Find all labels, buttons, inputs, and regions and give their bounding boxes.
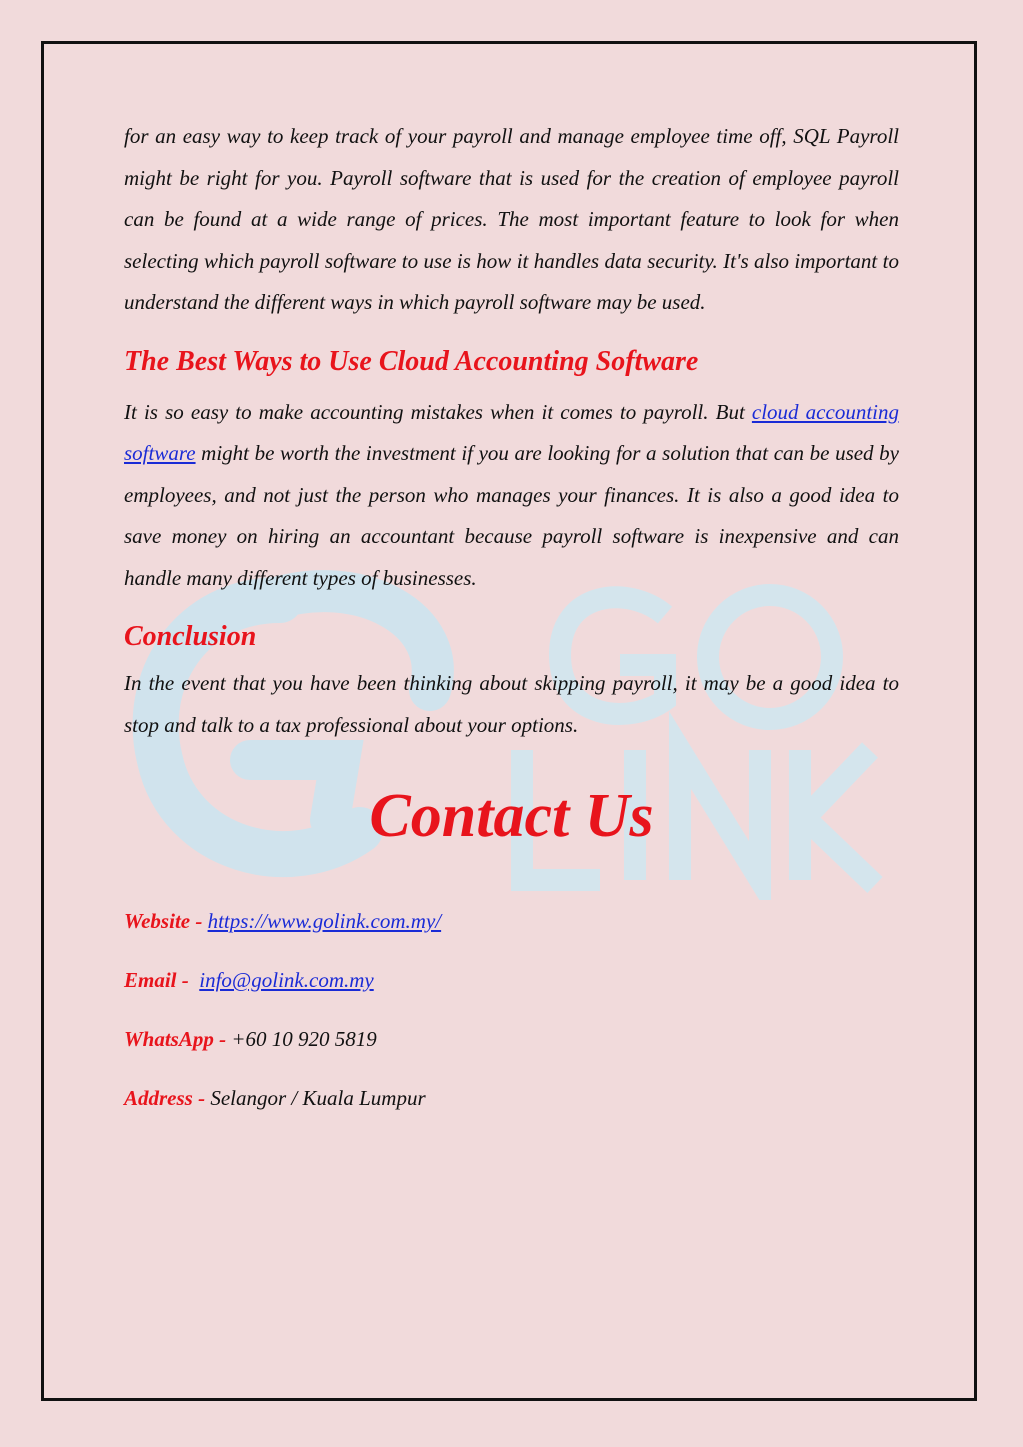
- whatsapp-number: +60 10 920 5819: [231, 1027, 377, 1051]
- whatsapp-label: WhatsApp -: [124, 1027, 232, 1051]
- address-label: Address -: [124, 1086, 211, 1110]
- best-ways-paragraph: [124, 392, 899, 600]
- website-label: Website -: [124, 909, 208, 933]
- contact-us-title: Contact Us: [369, 782, 654, 850]
- contact-row-address: [124, 1083, 899, 1142]
- email-link[interactable]: info@golink.com.my: [199, 968, 374, 992]
- contact-row-website: [124, 906, 899, 965]
- main-content: [124, 116, 899, 1142]
- intro-paragraph: for an easy way to keep track of your payroll and manage employee time off, SQL Payroll might be right for you. Payroll software that is used for the creation of employee payroll can be found at a wide range of prices. The most important feature to look for when selecting which payroll software to use is how it handles data security. It's also important to understand the different ways in which payroll software may be used.: [124, 124, 899, 314]
- best-ways-text-before: It is so easy to make accounting mistakes when it comes to payroll. But: [124, 399, 752, 424]
- email-label: Email -: [124, 968, 195, 992]
- heading-best-ways: The Best Ways to Use Cloud Accounting Software: [124, 345, 699, 377]
- contact-list: [124, 906, 899, 1142]
- address-value: Selangor / Kuala Lumpur: [210, 1086, 426, 1110]
- heading-conclusion: Conclusion: [124, 621, 257, 652]
- website-link[interactable]: https://www.golink.com.my/: [207, 909, 442, 933]
- cloud-accounting-software-link[interactable]: cloud accounting software: [124, 399, 899, 465]
- conclusion-paragraph: In the event that you have been thinking about skipping payroll, it may be a good idea to stop and talk to a tax professional about your options.: [124, 671, 899, 737]
- contact-row-email: [124, 965, 899, 1024]
- contact-row-whatsapp: [124, 1024, 899, 1083]
- best-ways-text-after: might be worth the investment if you are looking for a solution that can be used by employees, and not just the person who manages your finances. It is also a good idea to save money on hiring an accountant because payroll software is inexpensive and can handle many different types of businesses.: [124, 441, 899, 590]
